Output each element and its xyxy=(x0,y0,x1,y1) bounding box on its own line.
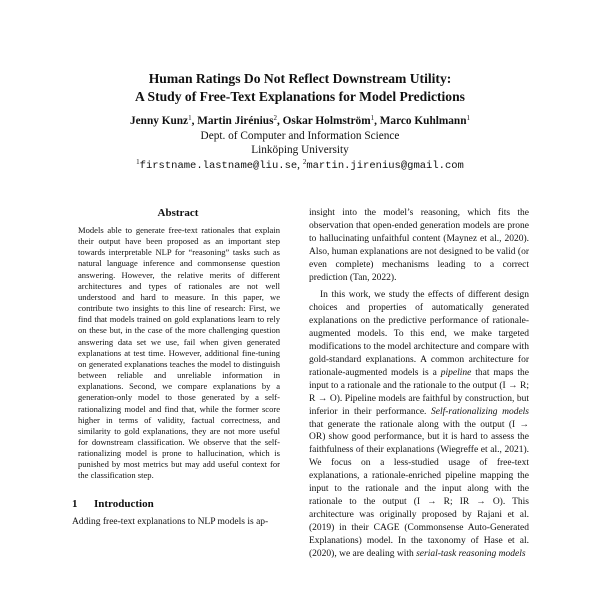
section-heading-introduction xyxy=(72,497,284,511)
author: Martin Jirénius xyxy=(197,115,274,127)
author: Oskar Holmström xyxy=(282,115,371,127)
affil-mark: 1 xyxy=(188,114,192,122)
author: Jenny Kunz xyxy=(130,115,189,127)
email[interactable]: martin.jirenius@gmail.com xyxy=(306,159,464,172)
affil-mark: 2 xyxy=(302,157,307,166)
author: Marco Kuhlmann xyxy=(379,115,467,127)
section-title: Introduction xyxy=(94,497,154,510)
university: Linköping University xyxy=(251,144,349,157)
term-self-rationalizing: Self-rationalizing models xyxy=(431,406,529,417)
text-run: that generate the rationale along with the output (I → OR) show good performance, but it is hard to assess the faithfulness of their explanations (Wiegreffe et al., 2021). We focus on a less-studied usage of free-text explanations, a rationale-enriched pipeline mapping the input to the rationale and the input along with the rationale to the output (I → R; IR → O). This architecture was originally proposed by Rajani et al. (2019) in their CAGE (Commonsense Auto-Generated Explanations) model. In the taxonomy of Hase et al. (2020), we are dealing with xyxy=(309,419,529,559)
right-paragraph-1: insight into the model’s reasoning, which fits the observation that open-ended generation models are prone to hallucinating unfaithful content (Maynez et al., 2020). Also, human explanations are not designed to be valid (or even complete) mechanisms leading to a correct prediction (Tan, 2022). xyxy=(309,208,529,283)
email[interactable]: firstname.lastname@liu.se xyxy=(139,159,298,172)
right-paragraph-2 xyxy=(309,289,529,560)
author-names: Jenny Kunz$^1$, Martin Jirénius$^2$, Oskar Holmström$^1$, Marco Kuhlmann$^1$ xyxy=(130,114,470,127)
title-line-2: A Study of Free-Text Explanations for Model Predictions xyxy=(135,88,465,104)
section-number: 1 xyxy=(72,497,78,510)
author-block xyxy=(40,114,560,173)
emails: $^1$firstname.lastname@liu.se, $^2$martin.jirenius@gmail.com xyxy=(136,157,464,172)
affil-mark: 1 xyxy=(370,114,375,122)
right-column xyxy=(309,207,529,560)
text-run: that maps the input to a rationale and the rationale to the output (I → R; R → O). Pipeline models are faithful by construction, but inferior in their performance. xyxy=(309,367,529,417)
abstract-heading: Abstract xyxy=(157,207,199,219)
affil-mark: 2 xyxy=(273,114,277,122)
department: Dept. of Computer and Information Science xyxy=(200,129,400,142)
abstract-text: Models able to generate free-text rationales that explain their output have been proposed as an important step towards interpretable NLP for “reasoning” tasks such as natural language inference and commonsense question answering. However, the relative merits of different architectures and types of rationales are not well understood and hard to measure. In this paper, we contribute two insights to this line of research: First, we find that models trained on gold explanations learn to rely on these but, in the case of the more challenging question answering data set we use, fail when given generated explanations at test time. However, additional fine-tuning on generated explanations teaches the model to distinguish between reliable and unreliable information in explanations. Second, we compare explanations by a generation-only model to those generated by a self-rationalizing model and find that, while the former score higher in terms of validity, factual correctness, and similarity to gold explanations, they are not more useful for downstream classification. We observe that the self-rationalizing model is prone to hallucination, which is punished by most metrics but may add useful context for the classification step. xyxy=(78,225,280,481)
term-pipeline: pipeline xyxy=(440,367,472,378)
paper-title xyxy=(60,70,540,105)
term-serial-task: serial-task reasoning models xyxy=(416,548,526,559)
text-run: In this work, we study the effects of different design choices and properties of automatically generated explanations on the predictive performance of rationale-augmented models. To this end, we make targeted modifications to the model architecture and compare with gold-standard explanations. A common architecture for rationale-augmented models is a xyxy=(309,290,529,378)
intro-first-line: Adding free-text explanations to NLP models is ap- xyxy=(72,516,269,527)
left-column xyxy=(72,206,284,529)
affil-mark: 1 xyxy=(136,157,140,166)
affil-mark: 1 xyxy=(466,114,470,122)
title-line-1: Human Ratings Do Not Reflect Downstream Utility: xyxy=(148,71,452,86)
